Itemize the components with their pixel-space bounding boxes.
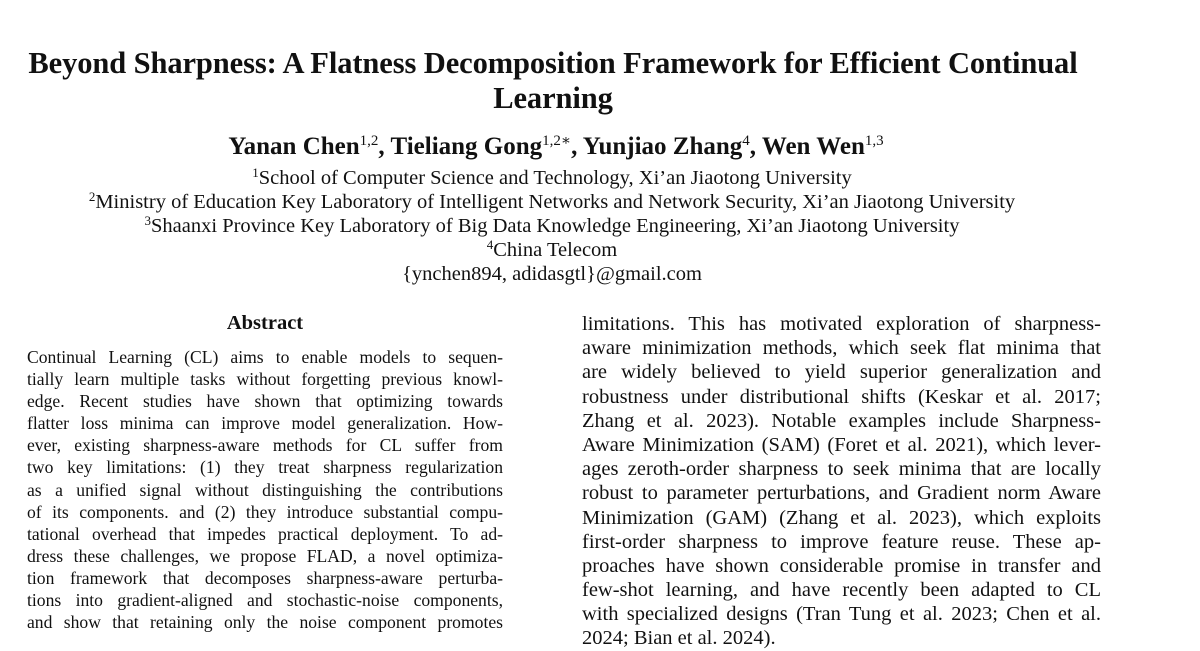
author-affiliation-mark: 4 xyxy=(742,133,750,149)
abstract-line: dress these challenges, we propose FLAD, a novel optimiza- xyxy=(27,545,503,566)
abstract-line: tion framework that decomposes sharpness-aware perturba- xyxy=(27,567,503,588)
title-line: Learning xyxy=(493,81,613,115)
author-name: Yunjiao Zhang xyxy=(582,133,743,160)
author-affiliation-mark: 1,3 xyxy=(864,133,884,149)
abstract-line: flatter loss minima can improve model generalization. How- xyxy=(27,413,503,434)
author-affiliation-mark: 1,2∗ xyxy=(542,133,572,149)
affiliation-mark: 2 xyxy=(88,189,96,204)
author-list xyxy=(0,132,1112,162)
paper-title xyxy=(0,46,1106,116)
author-separator: , xyxy=(378,133,391,160)
body-line: 2024; Bian et al. 2024). xyxy=(582,627,776,650)
body-line: first-order sharpness to improve feature reuse. These ap- xyxy=(582,530,1101,553)
body-line: ages zeroth-order sharpness to seek minima that are locally xyxy=(582,458,1101,481)
body-line: Zhang et al. 2023). Notable examples include Sharpness- xyxy=(582,409,1101,432)
author-name: Yanan Chen xyxy=(228,133,360,160)
affiliation-text: Shaanxi Province Key Laboratory of Big Data Knowledge Engineering, Xi’an Jiaotong University xyxy=(151,215,960,237)
abstract-line: and show that retaining only the noise component promotes xyxy=(27,612,503,633)
affiliation-line xyxy=(0,190,1104,214)
affiliation-mark: 1 xyxy=(252,165,259,180)
body-line: Minimization (GAM) (Zhang et al. 2023), which exploits xyxy=(582,506,1101,529)
abstract-line: tions into gradient-aligned and stochastic-noise components, xyxy=(27,590,503,611)
body-line: with specialized designs (Tran Tung et al. 2023; Chen et al. xyxy=(582,603,1101,626)
author-affiliation-mark: 1,2 xyxy=(359,133,379,149)
affiliation-line xyxy=(0,238,1104,262)
affiliation-mark: 4 xyxy=(486,237,494,252)
body-line: robustness under distributional shifts (Keskar et al. 2017; xyxy=(582,385,1101,408)
affiliation-line xyxy=(0,214,1104,238)
affiliation-line xyxy=(0,166,1104,190)
author-name: Tieliang Gong xyxy=(390,133,543,160)
body-line: aware minimization methods, which seek flat minima that xyxy=(582,337,1101,360)
body-line: limitations. This has motivated exploration of sharpness- xyxy=(582,313,1101,335)
abstract-line: tially learn multiple tasks without forgetting previous knowl- xyxy=(27,369,503,390)
abstract-line: Continual Learning (CL) aims to enable models to sequen- xyxy=(27,347,503,367)
abstract-body xyxy=(27,346,503,633)
title-line: Beyond Sharpness: A Flatness Decomposition Framework for Efficient Continual xyxy=(28,46,1078,80)
contact-email: {ynchen894, adidasgtl}@gmail.com xyxy=(402,263,702,285)
body-line: few-shot learning, and have recently been adapted to CL xyxy=(582,579,1101,602)
abstract-line: edge. Recent studies have shown that optimizing towards xyxy=(27,391,503,412)
body-line: robust to parameter perturbations, and Gradient norm Aware xyxy=(582,482,1101,505)
affiliation-text: Ministry of Education Key Laboratory of Intelligent Networks and Network Security, Xi’an Jiaotong University xyxy=(95,191,1016,213)
body-line: Aware Minimization (SAM) (Foret et al. 2021), which lever- xyxy=(582,433,1101,456)
body-line: proaches have shown considerable promise in transfer and xyxy=(582,554,1101,577)
affiliation-text: School of Computer Science and Technology, Xi’an Jiaotong University xyxy=(258,167,852,189)
introduction-body xyxy=(582,312,1101,651)
affiliation-mark: 3 xyxy=(144,213,152,228)
author-separator: , xyxy=(749,133,762,160)
abstract-line: tational overhead that impedes practical deployment. To ad- xyxy=(27,523,503,544)
abstract-line: two key limitations: (1) they treat sharpness regularization xyxy=(27,457,503,478)
author-separator: , xyxy=(571,133,583,160)
affiliation-text: China Telecom xyxy=(493,239,618,261)
author-name: Wen Wen xyxy=(761,133,865,160)
body-line: are widely believed to yield superior generalization and xyxy=(582,361,1101,384)
abstract-line: ever, existing sharpness-aware methods for CL suffer from xyxy=(27,435,503,456)
abstract-heading: Abstract xyxy=(226,312,304,334)
affiliation-list xyxy=(0,166,1104,286)
abstract-line: as a unified signal without distinguishing the contributions xyxy=(27,479,503,500)
abstract-line: of its components. and (2) they introduce substantial compu- xyxy=(27,501,503,522)
